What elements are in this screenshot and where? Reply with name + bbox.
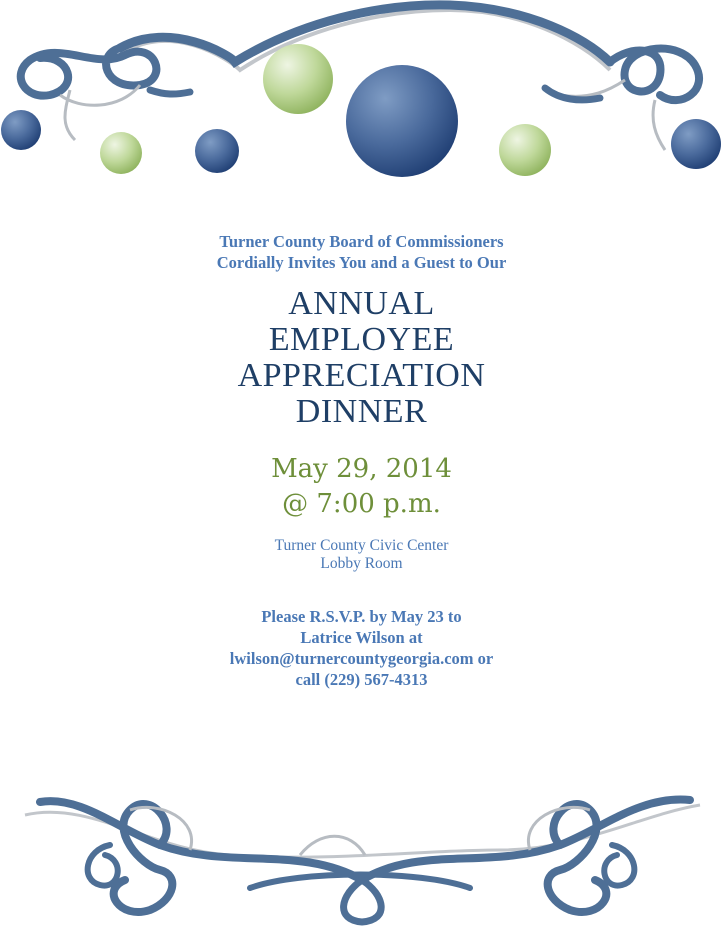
rsvp-email: lwilson@turnercountygeorgia.com or — [229, 649, 494, 668]
rsvp-line-1: Please R.S.V.P. by May 23 to — [261, 607, 462, 626]
ribbon-left-band — [150, 90, 190, 94]
ribbon-right-loop — [548, 804, 607, 912]
ornament-ball-green — [100, 132, 142, 174]
ornament-ball-green — [499, 124, 551, 176]
event-title-line-4: DINNER — [295, 393, 428, 430]
ornament-ball-navy — [195, 129, 239, 173]
bottom-ribbon-flourish-decoration — [0, 770, 723, 933]
ribbon-right-inner-loop — [604, 845, 634, 886]
event-date: May 29, 2014 — [271, 454, 452, 484]
ornament-ball-navy — [671, 119, 721, 169]
event-title-line-3: APPRECIATION — [237, 357, 486, 394]
ornament-ball-navy — [346, 65, 458, 177]
ornament-ball-navy — [1, 110, 41, 150]
rsvp-info — [0, 606, 723, 690]
ribbon-center-thin — [300, 836, 365, 855]
rsvp-line-2: Latrice Wilson at — [300, 628, 423, 647]
ornament-ball-green — [263, 44, 333, 114]
event-title-line-1: ANNUAL — [288, 285, 435, 322]
ribbon-left-inner-loop — [88, 845, 118, 886]
ribbon-main-arc — [120, 5, 610, 62]
inviter-text — [0, 231, 723, 273]
venue-line-2: Lobby Room — [320, 555, 403, 572]
inviter-line-2: Cordially Invites You and a Guest to Our — [216, 253, 507, 272]
ribbon-right-loop — [610, 49, 699, 101]
event-datetime — [0, 452, 723, 522]
rsvp-phone: call (229) 567-4313 — [295, 670, 428, 689]
venue-line-1: Turner County Civic Center — [274, 537, 449, 554]
ribbon-left-tail — [60, 85, 140, 140]
top-ribbon-ornament-decoration — [0, 0, 723, 200]
event-title-line-2: EMPLOYEE — [268, 321, 455, 358]
ribbon-left-loop — [114, 804, 173, 912]
ribbon-center-loop — [344, 880, 382, 922]
event-venue — [0, 537, 723, 573]
event-time: @ 7:00 p.m. — [282, 489, 441, 519]
inviter-line-1: Turner County Board of Commissioners — [219, 232, 504, 251]
event-title — [0, 286, 723, 430]
